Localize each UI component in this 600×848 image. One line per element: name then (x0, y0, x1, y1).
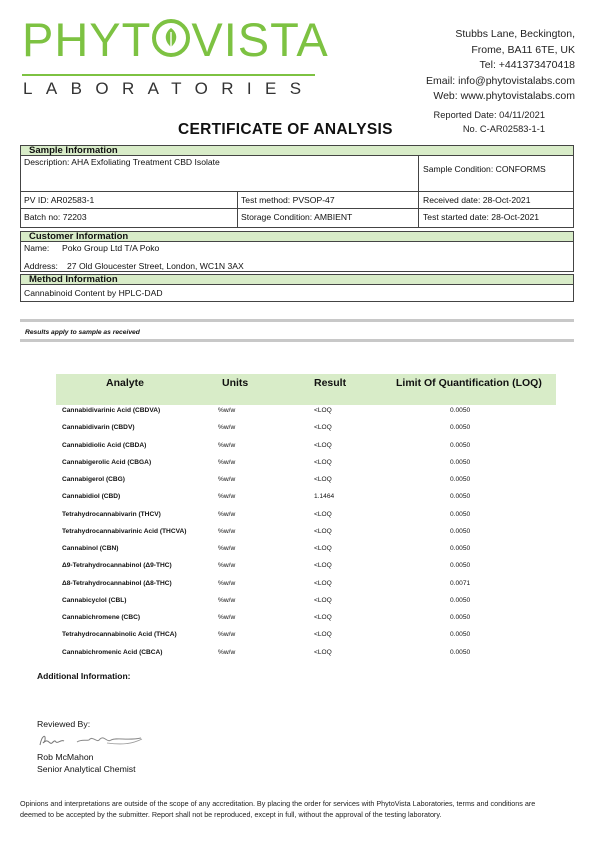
analyte-loq: 0.0050 (450, 458, 471, 466)
analyte-result: <LOQ (314, 510, 332, 518)
analyte-unit: %w/w (218, 510, 236, 518)
divider (20, 319, 574, 322)
analyte-loq: 0.0050 (450, 596, 471, 604)
analyte-result: <LOQ (314, 476, 332, 483)
analyte-name: Tetrahydrocannabivarin (THCV) (62, 510, 161, 518)
customer-name-label: Name: (24, 243, 50, 253)
analyte-name: Cannabigerolic Acid (CBGA) (62, 458, 152, 466)
reviewed-by-label: Reviewed By: (37, 719, 91, 729)
analyte-name: Cannabichromenic Acid (CBCA) (62, 648, 163, 656)
pv-id: PV ID: AR02583-1 (24, 195, 95, 205)
analyte-result: <LOQ (314, 648, 332, 656)
divider (20, 339, 574, 342)
analyte-loq: 0.0050 (450, 648, 471, 656)
analyte-result: <LOQ (314, 407, 332, 414)
storage-condition: Storage Condition: AMBIENT (241, 212, 353, 222)
analyte-unit: %w/w (218, 527, 236, 535)
signatory-role: Senior Analytical Chemist (37, 764, 136, 774)
table-row (56, 508, 556, 525)
method-info-heading: Method Information (20, 274, 574, 285)
col-header-units: Units (222, 377, 249, 389)
analyte-name: Cannabidivarin (CBDV) (62, 424, 135, 432)
test-method: Test method: PVSOP-47 (241, 195, 335, 205)
analyte-loq: 0.0050 (450, 614, 471, 621)
analyte-result: <LOQ (314, 614, 332, 621)
table-row (56, 490, 556, 507)
lab-address: Stubbs Lane, Beckington, Frome, BA11 6TE, UK Tel: +441373470418 Email: info@phytovistalabs.com Web: www.phytovistalabs.com (426, 27, 575, 105)
analyte-result: <LOQ (314, 527, 332, 535)
analyte-name: Cannabidivarinic Acid (CBDVA) (62, 407, 161, 414)
signature-image (37, 729, 147, 751)
analyte-loq: 0.0050 (450, 527, 471, 535)
web-link[interactable]: Web: www.phytovistalabs.com (433, 90, 575, 102)
analyte-loq: 0.0050 (450, 407, 471, 414)
analyte-unit: %w/w (218, 458, 236, 466)
analyte-loq: 0.0050 (450, 424, 471, 432)
logo-divider (22, 74, 315, 76)
leaf-icon (152, 19, 190, 57)
analyte-unit: %w/w (218, 493, 236, 501)
results-note: Results apply to sample as received (25, 329, 140, 336)
analyte-name: Cannabidiol (CBD) (62, 493, 121, 501)
analyte-loq: 0.0071 (450, 579, 471, 587)
reported-date: Reported Date: 04/11/2021 (433, 110, 545, 120)
analyte-unit: %w/w (218, 596, 236, 604)
table-row (56, 473, 556, 490)
analyte-unit: %w/w (218, 424, 236, 432)
analyte-loq: 0.0050 (450, 562, 471, 570)
table-row (56, 439, 556, 456)
analyte-result: <LOQ (314, 596, 332, 604)
table-row (56, 421, 556, 438)
analyte-unit: %w/w (218, 476, 236, 483)
page-title: CERTIFICATE OF ANALYSIS (178, 121, 393, 138)
analyte-name: Δ9-Tetrahydrocannabinol (Δ9-THC) (62, 562, 172, 570)
analyte-result: <LOQ (314, 562, 332, 570)
analyte-unit: %w/w (218, 562, 236, 570)
analyte-loq: 0.0050 (450, 493, 471, 501)
certificate-number: No. C-AR02583-1-1 (462, 124, 545, 134)
analyte-unit: %w/w (218, 407, 236, 414)
table-row (56, 646, 556, 663)
table-row (56, 628, 556, 645)
table-row (56, 542, 556, 559)
analyte-loq: 0.0050 (450, 631, 471, 639)
customer-name: Poko Group Ltd T/A Poko (62, 243, 160, 253)
analyte-unit: %w/w (218, 614, 236, 621)
logo-subtitle: LABORATORIES (23, 79, 315, 98)
analyte-name: Cannabichromene (CBC) (62, 614, 141, 621)
customer-address-label: Address: (24, 261, 58, 271)
customer-info-heading: Customer Information (20, 231, 574, 242)
analyte-name: Cannabinol (CBN) (62, 545, 119, 552)
analyte-name: Tetrahydrocannabivarinic Acid (THCVA) (62, 527, 187, 535)
method-text: Cannabinoid Content by HPLC-DAD (24, 288, 163, 298)
batch-number: Batch no: 72203 (24, 212, 87, 222)
analyte-name: Cannabigerol (CBG) (62, 476, 126, 483)
analyte-loq: 0.0050 (450, 476, 471, 483)
analyte-loq: 0.0050 (450, 441, 471, 449)
additional-info-label: Additional Information: (37, 671, 131, 681)
analyte-name: Cannabicyclol (CBL) (62, 596, 127, 604)
analyte-name: Tetrahydrocannabinolic Acid (THCA) (62, 631, 177, 639)
analyte-name: Cannabidiolic Acid (CBDA) (62, 441, 147, 449)
analyte-unit: %w/w (218, 545, 236, 552)
col-header-analyte: Analyte (106, 377, 144, 389)
received-date: Received date: 28-Oct-2021 (423, 195, 531, 205)
signatory (37, 751, 136, 775)
analyte-loq: 0.0050 (450, 545, 471, 552)
table-row (56, 577, 556, 594)
test-started-date: Test started date: 28-Oct-2021 (423, 212, 540, 222)
analyte-result: <LOQ (314, 631, 332, 639)
customer-address: 27 Old Gloucester Street, London, WC1N 3AX (67, 261, 244, 271)
table-row (56, 404, 556, 421)
table-row (56, 594, 556, 611)
analyte-unit: %w/w (218, 648, 236, 656)
analyte-loq: 0.0050 (450, 510, 471, 518)
col-header-result: Result (314, 377, 347, 389)
analyte-result: <LOQ (314, 458, 332, 466)
table-row (56, 611, 556, 628)
analyte-unit: %w/w (218, 441, 236, 449)
disclaimer: Opinions and interpretations are outside of the scope of any accreditation. By placing the order for services with PhytoVista Laboratories, terms and conditions are deemed to be accepted by the submitter. Report shall not be reproduced, except in full, without the approval of the testing laboratory. (20, 799, 536, 819)
col-header-loq: Limit Of Quantification (LOQ) (396, 377, 542, 389)
analyte-unit: %w/w (218, 579, 236, 587)
analyte-result: <LOQ (314, 441, 332, 449)
analyte-unit: %w/w (218, 631, 236, 639)
signatory-name: Rob McMahon (37, 752, 94, 762)
table-row (56, 456, 556, 473)
table-row (56, 559, 556, 576)
email-link[interactable]: Email: info@phytovistalabs.com (426, 74, 575, 87)
sample-description: Description: AHA Exfoliating Treatment CBD Isolate (24, 157, 220, 167)
analyte-result: 1.1464 (314, 493, 335, 501)
sample-info-heading: Sample Information (20, 145, 574, 156)
company-logo: PHYT VISTA (22, 13, 329, 66)
analyte-result: <LOQ (314, 579, 332, 587)
analyte-result: <LOQ (314, 424, 332, 432)
table-row (56, 525, 556, 542)
analyte-name: Δ8-Tetrahydrocannabinol (Δ8-THC) (62, 579, 172, 587)
sample-condition: Sample Condition: CONFORMS (423, 164, 546, 174)
analyte-result: <LOQ (314, 545, 332, 552)
